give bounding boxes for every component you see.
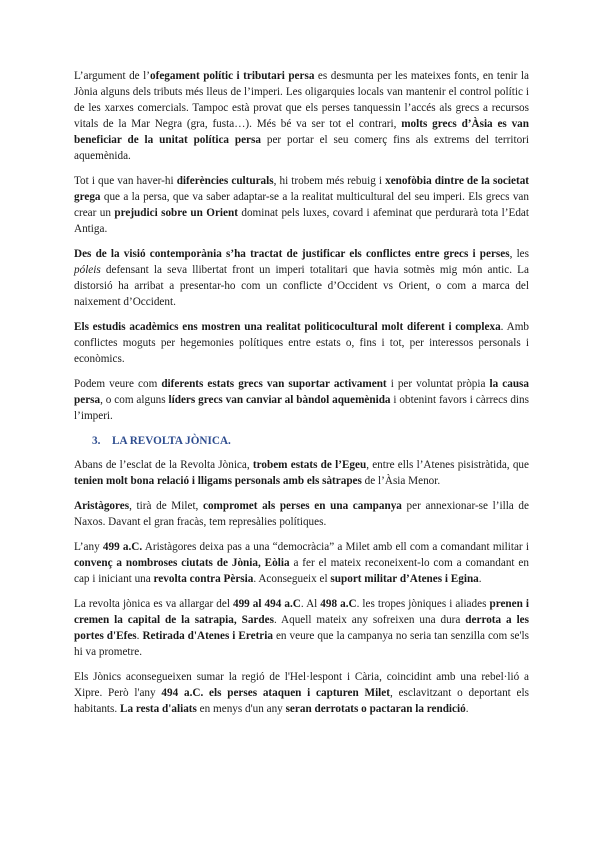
document-body	[74, 68, 529, 726]
bold-text: 499 a.C.	[102, 541, 143, 553]
text: , les	[509, 248, 529, 260]
bold-text: compromet als perses en una campanya	[203, 500, 402, 512]
text: que a la persa, que va saber adaptar-se a la realitat multicultural del seu imperi. Els grecs van crear un	[74, 191, 529, 219]
text: , o com alguns	[100, 394, 169, 406]
text: a fer el mateix reconeixent-lo com a comandant en cap i iniciant una	[74, 557, 529, 585]
paragraph-6	[74, 457, 529, 489]
text: Podem veure com	[74, 378, 162, 390]
paragraph-9	[74, 596, 529, 660]
bold-text: diferents estats grecs van suportar activament	[161, 378, 387, 390]
text: , tirà de Milet,	[129, 500, 203, 512]
bold-text: trobem estats de l’Egeu	[252, 459, 367, 471]
text: i per voluntat pròpia	[386, 378, 490, 390]
bold-text: diferències culturals	[176, 175, 274, 187]
bold-text: La resta d'aliats	[120, 703, 197, 715]
text: . Amb conflictes moguts per hegemonies polítiques entre estats o, fins i tot, per interessos personals i econòmics.	[74, 321, 529, 365]
bold-text: convenç a nombroses ciutats de Jònia, Eòlia	[74, 557, 290, 569]
text: Els Jònics aconsegueixen sumar la regió de l'Hel·lespont i Cària, coincidint amb una rebel·lió a Xipre. Però l'any	[74, 671, 529, 699]
text: per annexionar-se l’illa de Naxos. Davant el gran fracàs, tem represàlies polítiques.	[74, 500, 529, 528]
bold-text: ofegament polític i tributari persa	[150, 70, 315, 82]
text: L’argument de l’	[74, 70, 150, 82]
bold-text: Des de la visió contemporània s’ha tractat de justificar els conflictes entre grecs i perses	[74, 248, 510, 260]
paragraph-5	[74, 376, 529, 424]
section-number: 3.	[92, 435, 101, 447]
paragraph-2	[74, 173, 529, 237]
text: en menys d'un any	[196, 703, 286, 715]
text: i obtenint favors i càrrecs dins l’imperi.	[74, 394, 529, 422]
italic-text: póleis	[74, 264, 101, 276]
bold-text: suport militar d’Atenes i Egina	[330, 573, 479, 585]
paragraph-7	[74, 498, 529, 530]
text: . Al	[300, 598, 321, 610]
bold-text: 499 al 494 a.C	[232, 598, 301, 610]
bold-text: Aristàgores	[74, 500, 130, 512]
text: La revolta jònica es va allargar del	[74, 598, 233, 610]
text: .	[465, 703, 469, 715]
text: Aristàgores deixa pas a una “democràcia” a Milet amb ell com a comandant militar i	[142, 541, 529, 553]
text: . les tropes jòniques i aliades	[356, 598, 490, 610]
bold-text: 498 a.C	[320, 598, 357, 610]
text: , hi trobem més rebuig i	[273, 175, 386, 187]
bold-text: Retirada d'Atenes i Eretria	[142, 630, 273, 642]
paragraph-3	[74, 246, 529, 310]
section-heading	[92, 433, 529, 449]
text: de l’Àsia Menor.	[361, 475, 441, 487]
text: en veure que la campanya no seria tan senzilla com se'ls hi va prometre.	[74, 630, 529, 658]
text: es desmunta per les mateixes fonts, en tenir la Jònia alguns dels tributs més lleus de l’imperi. Les oligarquies locals van mantenir el control polític i de les xarxes comercials. Tampoc està provat que els perses tanquessin l’accés als grecs a recursos vitals de la Mar Negra (gra, fusta…). Més bé va ser tot el contrari,	[74, 70, 529, 130]
paragraph-8	[74, 539, 529, 587]
paragraph-10	[74, 669, 529, 717]
text: , entre ells l’Atenes pisistràtida, que	[366, 459, 529, 471]
section-title: LA REVOLTA JÒNICA.	[112, 435, 231, 447]
text: Tot i que van haver-hi	[74, 175, 177, 187]
bold-text: molts grecs d’Àsia es van beneficiar de la unitat política persa	[74, 118, 529, 146]
bold-text: prenen i cremen la capital de la satrapia, Sardes	[74, 598, 529, 626]
paragraph-1	[74, 68, 529, 164]
text: . Aquell mateix any sofreixen una dura	[273, 614, 466, 626]
text: dominat pels luxes, covard i afeminat que perdurarà tota l’Edat Antiga.	[74, 207, 529, 235]
bold-text: prejudici sobre un Orient	[114, 207, 238, 219]
paragraph-4	[74, 319, 529, 367]
bold-text: 494 a.C. els perses ataquen i capturen Milet	[161, 687, 390, 699]
bold-text: Els estudis acadèmics ens mostren una realitat politicocultural molt diferent i complexa	[74, 321, 501, 333]
text: , esclavitzant o deportant els habitants.	[74, 687, 529, 715]
text: .	[136, 630, 143, 642]
bold-text: seran derrotats o pactaran la rendició	[285, 703, 466, 715]
text: Abans de l’esclat de la Revolta Jònica,	[74, 459, 253, 471]
text: defensant la seva llibertat front un imperi totalitari que havia sotmès mig món antic. La distorsió ha arribat a presentar-ho com un conflicte d’Occident vs Orient, o com a marca del naixement d’Occident.	[74, 264, 529, 308]
bold-text: líders grecs van canviar al bàndol aquemènida	[168, 394, 391, 406]
text: .	[478, 573, 482, 585]
bold-text: derrota a les portes d'Efes	[74, 614, 529, 642]
bold-text: tenien molt bona relació i lligams personals amb els sàtrapes	[74, 475, 362, 487]
text: per portar el seu comerç fins als extrems del territori aquemènida.	[74, 134, 529, 162]
bold-text: la causa persa	[74, 378, 529, 406]
text: L’any	[74, 541, 103, 553]
bold-text: revolta contra Pèrsia	[153, 573, 254, 585]
bold-text: xenofòbia dintre de la societat grega	[74, 175, 530, 203]
text: . Aconsegueix el	[253, 573, 331, 585]
